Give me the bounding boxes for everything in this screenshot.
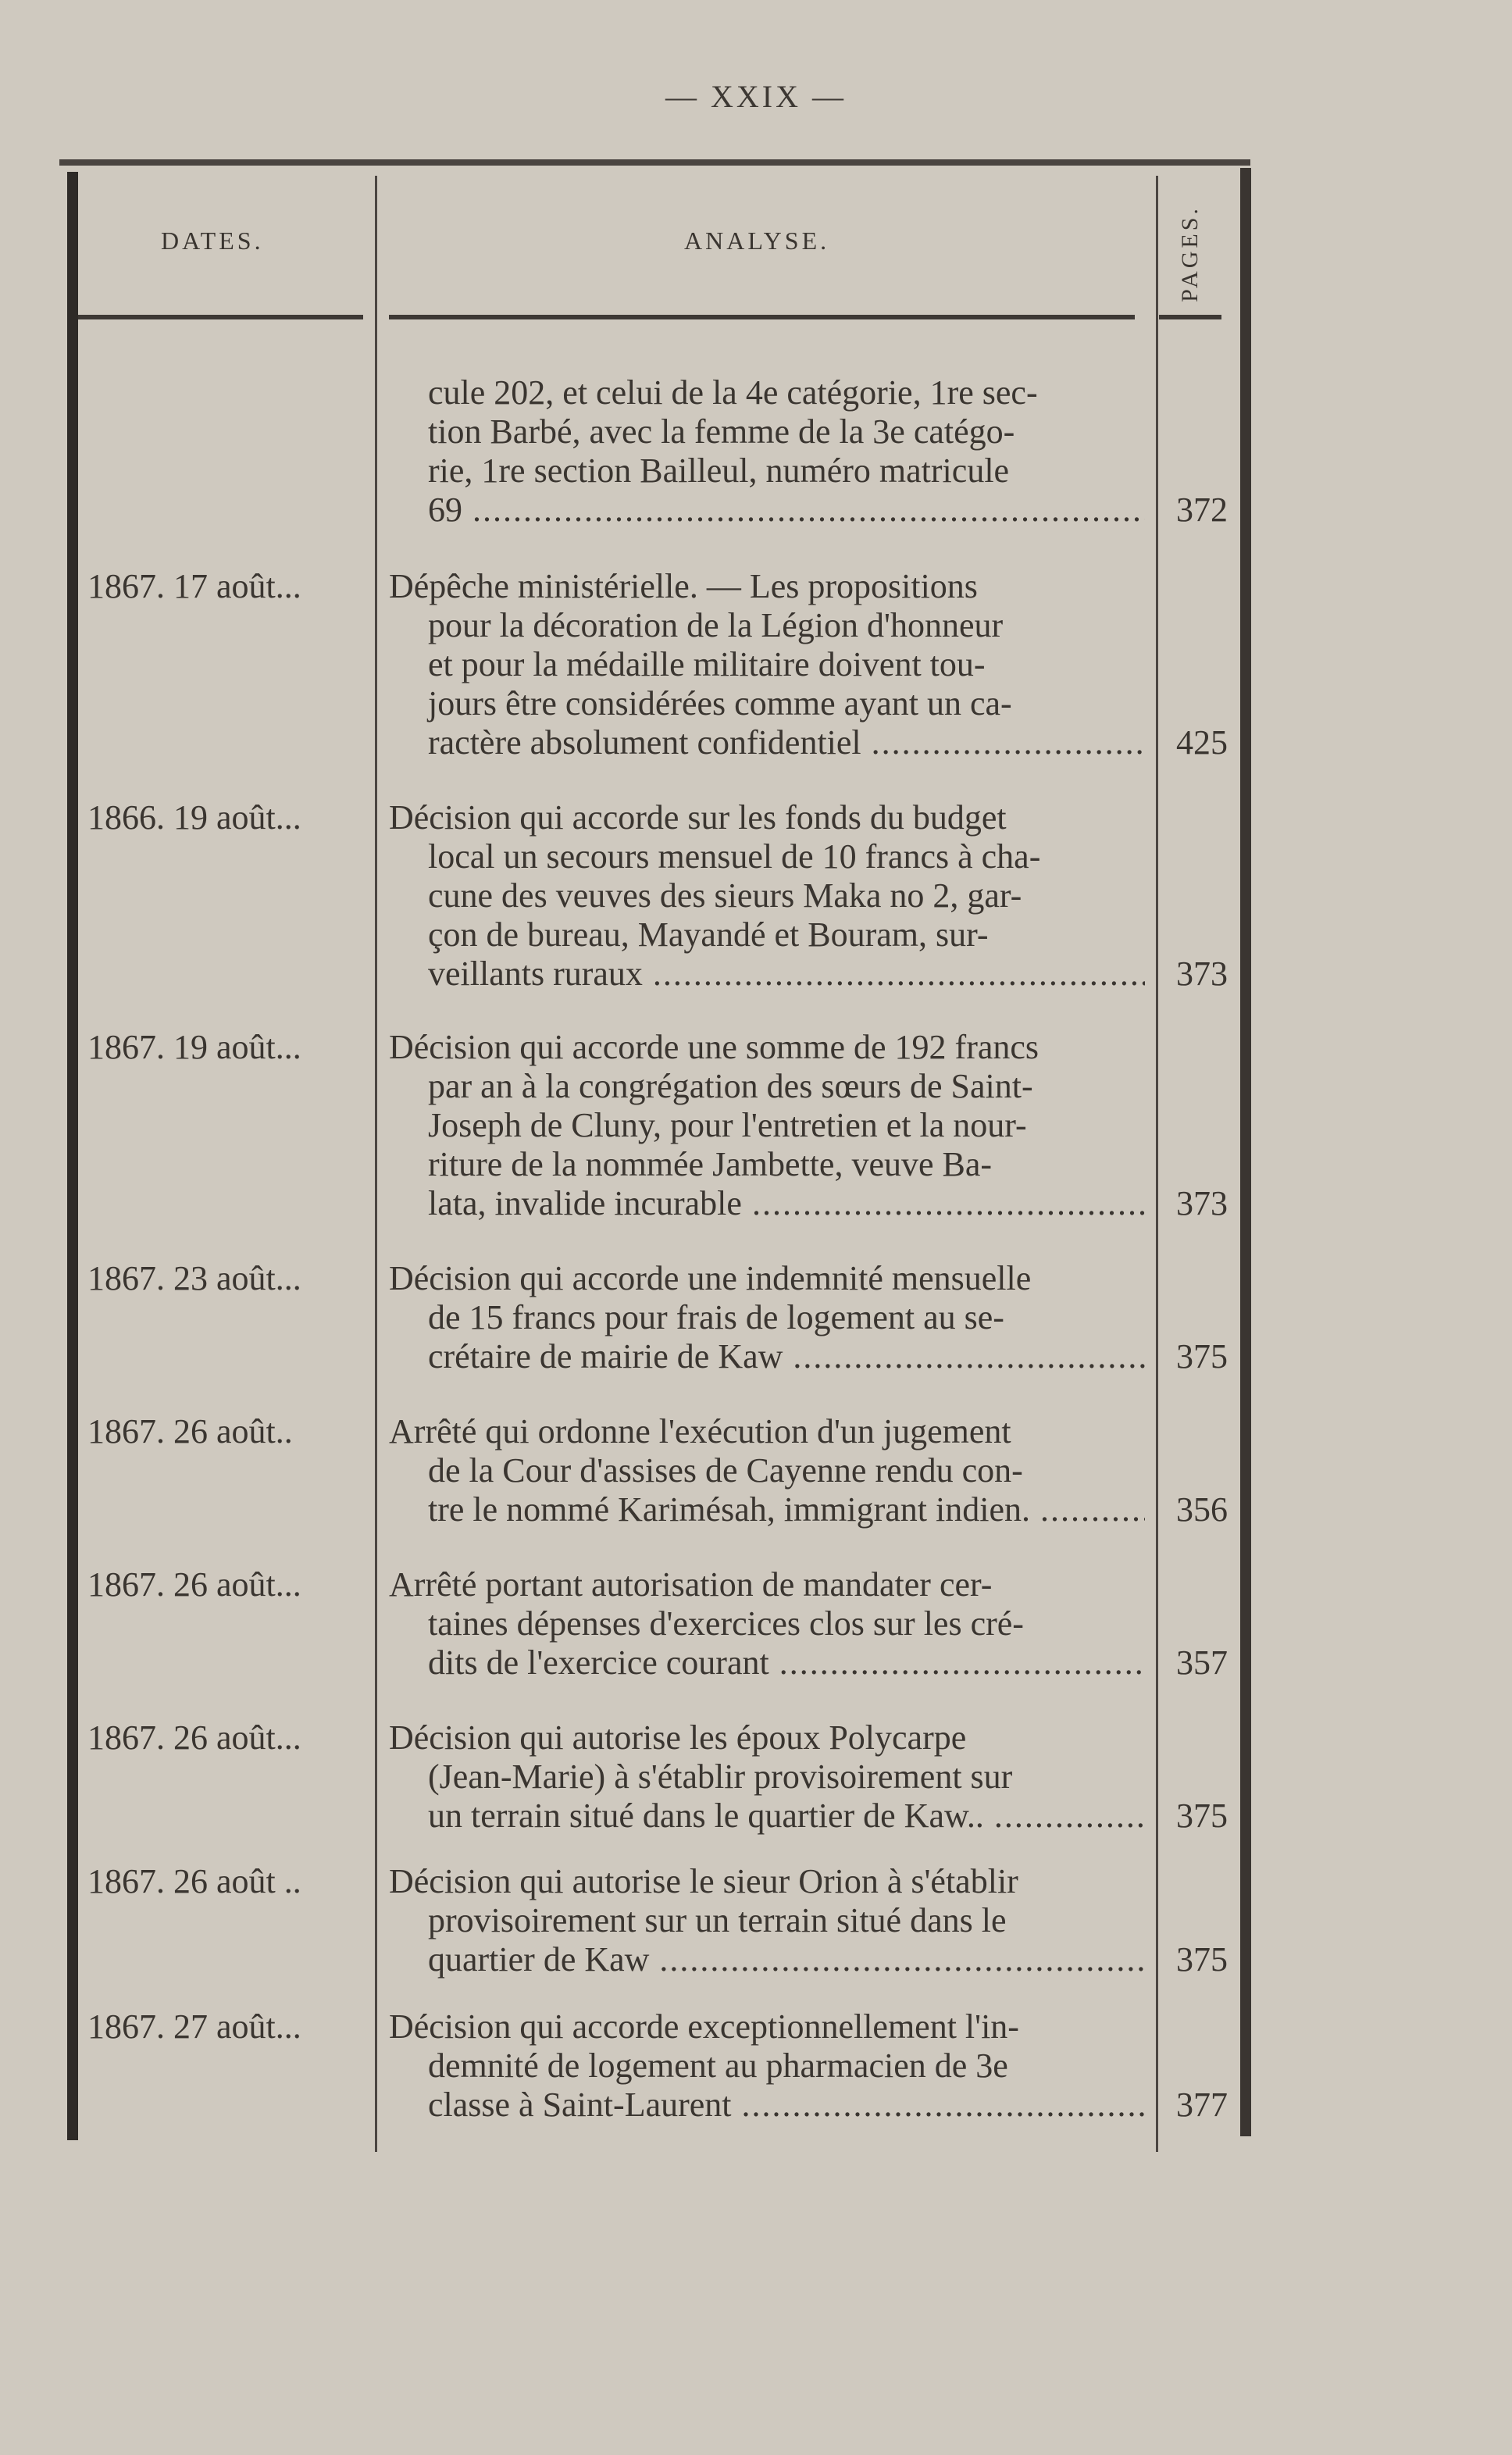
analysis-line: local un secours mensuel de 10 francs à cha- [428,837,1041,876]
header-rule-analyse [389,315,1135,319]
analysis-line: (Jean-Marie) à s'établir provisoirement sur [428,1757,1013,1796]
entry-analysis [389,1565,1145,1682]
analysis-line: tion Barbé, avec la femme de la 3e catégo- [428,412,1015,451]
analysis-line: çon de bureau, Mayandé et Bouram, sur- [428,915,989,954]
analysis-line: taines dépenses d'exercices clos sur les cré- [428,1604,1024,1643]
analysis-line: Joseph de Cluny, pour l'entretien et la nour- [428,1106,1027,1144]
entry-page-ref: 375 [1176,1337,1228,1376]
header-analyse: ANALYSE. [684,227,830,255]
analysis-line: rie, 1re section Bailleul, numéro matricule [428,451,1010,490]
entry-page-ref: 375 [1176,1797,1228,1835]
entry-page-ref: 356 [1176,1490,1228,1529]
entry-page-ref: 373 [1176,955,1228,993]
entry-analysis [389,1259,1145,1376]
analysis-line: dits de l'exercice courant ..... [389,1643,1145,1682]
analysis-line: cule 202, et celui de la 4e catégorie, 1re sec- [428,373,1038,412]
analysis-line: quartier de Kaw ..... [389,1940,1145,1979]
column-divider-dates [375,176,377,2152]
analysis-line: Décision qui autorise les époux Polycarpe [389,1718,967,1757]
entry-analysis [389,1862,1145,1979]
analysis-line: provisoirement sur un terrain situé dans le [428,1901,1007,1939]
analysis-line: Arrêté qui ordonne l'exécution d'un jugement [389,1412,1011,1451]
analysis-line: de la Cour d'assises de Cayenne rendu con- [428,1451,1023,1490]
entry-date: 1866. 19 août... [87,798,301,837]
entry-page-ref: 372 [1176,491,1228,529]
entry-analysis [389,567,1145,762]
analysis-line: crétaire de mairie de Kaw ..... [389,1337,1145,1376]
entry-analysis [389,1412,1145,1529]
analysis-line: pour la décoration de la Légion d'honneur [428,606,1004,644]
entry-date: 1867. 17 août... [87,567,301,605]
analysis-line: 69 ..... [389,491,1145,530]
table-left-border [67,172,78,2140]
analysis-line: ractère absolument confidentiel ..... [389,723,1145,762]
analysis-line: cune des veuves des sieurs Maka no 2, gar- [428,876,1022,915]
entry-analysis [389,798,1145,994]
analysis-line: jours être considérées comme ayant un ca- [428,684,1012,723]
header-pages: PAGES. [1177,205,1203,302]
header-dates: DATES. [161,227,264,255]
analysis-line: classe à Saint-Laurent ..... [389,2086,1145,2125]
analysis-line: lata, invalide incurable ..... [389,1184,1145,1223]
entry-page-ref: 373 [1176,1184,1228,1222]
analysis-line: demnité de logement au pharmacien de 3e [428,2046,1008,2085]
entry-date: 1867. 26 août.. [87,1412,293,1451]
analysis-line: tre le nommé Karimésah, immigrant indien. ..... [389,1490,1145,1529]
entry-date: 1867. 26 août .. [87,1862,301,1900]
column-divider-pages [1156,176,1158,2152]
analysis-line: par an à la congrégation des sœurs de Saint- [428,1067,1033,1105]
analysis-line: Décision qui accorde exceptionnellement l'in- [389,2007,1019,2046]
analysis-line: Décision qui autorise le sieur Orion à s'établir [389,1862,1018,1900]
analysis-line: riture de la nommée Jambette, veuve Ba- [428,1145,993,1183]
entry-date: 1867. 23 août... [87,1259,301,1297]
entry-analysis [389,1718,1145,1836]
table-right-border [1240,168,1251,2136]
analysis-line: Dépêche ministérielle. — Les propositions [389,567,978,605]
entry-page-ref: 375 [1176,1940,1228,1979]
table-top-border [59,159,1250,166]
analysis-line: et pour la médaille militaire doivent tou- [428,645,986,683]
entry-page-ref: 377 [1176,2086,1228,2124]
analysis-line: Décision qui accorde une somme de 192 francs [389,1028,1040,1066]
analysis-line: Arrêté portant autorisation de mandater cer- [389,1565,993,1604]
entry-page-ref: 357 [1176,1643,1228,1682]
header-rule-dates [78,315,363,319]
entry-date: 1867. 26 août... [87,1565,301,1604]
entry-analysis [389,2007,1145,2125]
entry-date: 1867. 27 août... [87,2007,301,2046]
analysis-line: un terrain situé dans le quartier de Kaw.. ..... [389,1797,1145,1836]
analysis-line: de 15 francs pour frais de logement au se- [428,1298,1004,1336]
entry-date: 1867. 26 août... [87,1718,301,1757]
entry-analysis [389,373,1145,530]
entry-analysis [389,1028,1145,1223]
analysis-line: Décision qui accorde sur les fonds du budget [389,798,1007,837]
page-number: — XXIX — [665,79,847,114]
header-rule-pages [1159,315,1221,319]
analysis-line: Décision qui accorde une indemnité mensuelle [389,1259,1032,1297]
analysis-line: veillants ruraux ..... [389,955,1145,994]
entry-page-ref: 425 [1176,723,1228,762]
entry-date: 1867. 19 août... [87,1028,301,1066]
